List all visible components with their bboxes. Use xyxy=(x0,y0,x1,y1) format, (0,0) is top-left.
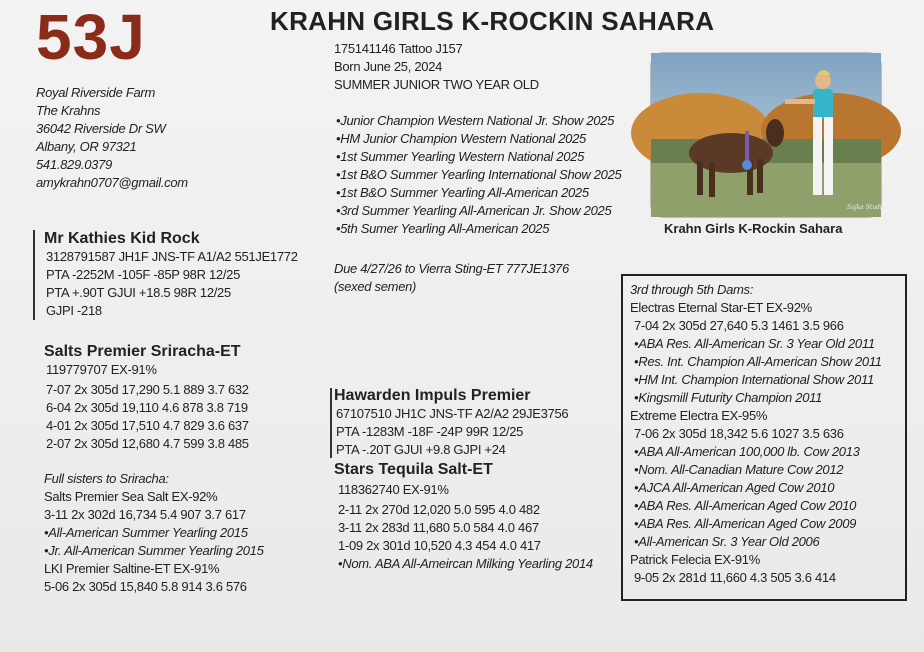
class-line: SUMMER JUNIOR TWO YEAR OLD xyxy=(334,77,539,92)
sister-record: 3-11 2x 302d 16,734 5.4 907 3.7 617 xyxy=(44,507,246,522)
sister-name: Salts Premier Sea Salt EX-92% xyxy=(44,489,218,504)
photo-watermark: Sajka Studios xyxy=(847,204,889,211)
mgs-bar xyxy=(330,388,332,458)
fourth-dam-note: •ABA Res. All-American Aged Cow 2009 xyxy=(634,516,857,531)
dams-heading: 3rd through 5th Dams: xyxy=(630,282,754,297)
sire-line: PTA -2252M -105F -85P 98R 12/25 xyxy=(46,267,241,282)
sire-name: Mr Kathies Kid Rock xyxy=(44,230,200,247)
fifth-dam-name: Patrick Felecia EX-91% xyxy=(630,552,760,567)
lot-number: 53J xyxy=(36,1,146,73)
mgs-line: PTA -1283M -18F -24P 99R 12/25 xyxy=(336,424,524,439)
fourth-dam-note: •ABA Res. All-American Aged Cow 2010 xyxy=(634,498,857,513)
photo-caption: Krahn Girls K-Rockin Sahara xyxy=(664,221,843,236)
fourth-dam-record: 7-06 2x 305d 18,342 5.6 1027 3.5 636 xyxy=(634,426,844,441)
owner-name: The Krahns xyxy=(36,103,101,118)
address-city: Albany, OR 97321 xyxy=(36,139,137,154)
due-line: Due 4/27/26 to Vierra Sting-ET 777JE1376 xyxy=(334,261,569,276)
granddam-name: Stars Tequila Salt-ET xyxy=(334,461,493,478)
dam-record: 6-04 2x 305d 19,110 4.6 878 3.8 719 xyxy=(46,400,248,415)
sister-name: LKI Premier Saltine-ET EX-91% xyxy=(44,561,220,576)
award-item: •1st B&O Summer Yearling All-American 2025 xyxy=(336,185,589,200)
sisters-heading: Full sisters to Sriracha: xyxy=(44,471,169,486)
granddam-note: •Nom. ABA All-Ameircan Milking Yearling 2014 xyxy=(338,556,593,571)
award-item: •3rd Summer Yearling All-American Jr. Show 2025 xyxy=(336,203,612,218)
sister-note: •All-American Summer Yearling 2015 xyxy=(44,525,248,540)
third-dam-note: •ABA Res. All-American Sr. 3 Year Old 2011 xyxy=(634,336,875,351)
granddam-record: 2-11 2x 270d 12,020 5.0 595 4.0 482 xyxy=(338,502,540,517)
fifth-dam-record: 9-05 2x 281d 11,660 4.3 505 3.6 414 xyxy=(634,570,836,585)
award-item: •1st Summer Yearling Western National 2025 xyxy=(336,149,584,164)
mgs-info xyxy=(336,405,568,459)
sire-line: GJPI -218 xyxy=(46,303,102,318)
granddam-info xyxy=(338,481,593,573)
registration-line: 175141146 Tattoo J157 xyxy=(334,41,463,56)
sire-info xyxy=(46,248,298,320)
sisters-block xyxy=(44,470,264,596)
granddam-record: 1-09 2x 301d 10,520 4.3 454 4.0 417 xyxy=(338,538,541,553)
award-item: •HM Junior Champion Western National 2025 xyxy=(336,131,586,146)
third-dam-record: 7-04 2x 305d 27,640 5.3 1461 3.5 966 xyxy=(634,318,844,333)
third-dam-note: •Res. Int. Champion All-American Show 2011 xyxy=(634,354,882,369)
third-dam-name: Electras Eternal Star-ET EX-92% xyxy=(630,300,812,315)
dam-line: 119779707 EX-91% xyxy=(46,362,157,377)
sexed-semen-note: (sexed semen) xyxy=(334,279,417,294)
show-photo-image xyxy=(651,53,889,217)
mgs-line: PTA -.20T GJUI +9.8 GJPI +24 xyxy=(336,442,506,457)
sister-record: 5-06 2x 305d 15,840 5.8 914 3.6 576 xyxy=(44,579,247,594)
dam-info xyxy=(46,361,249,453)
dam-record: 2-07 2x 305d 12,680 4.7 599 3.8 485 xyxy=(46,436,249,451)
dams-box-content xyxy=(630,281,882,587)
fourth-dam-note: •ABA All-American 100,000 lb. Cow 2013 xyxy=(634,444,860,459)
award-item: •5th Sumer Yearling All-American 2025 xyxy=(336,221,550,236)
email: amykrahn0707@gmail.com xyxy=(36,175,188,190)
phone: 541.829.0379 xyxy=(36,157,112,172)
mgs-line: 67107510 JH1C JNS-TF A2/A2 29JE3756 xyxy=(336,406,569,421)
sister-note: •Jr. All-American Summer Yearling 2015 xyxy=(44,543,264,558)
dam-name: Salts Premier Sriracha-ET xyxy=(44,343,241,360)
awards-list xyxy=(336,112,621,238)
farm-contact xyxy=(36,84,188,192)
award-item: •Junior Champion Western National Jr. Show 2025 xyxy=(336,113,615,128)
due-info xyxy=(334,260,569,296)
sire-bar xyxy=(33,230,35,320)
third-dam-note: •Kingsmill Futurity Champion 2011 xyxy=(634,390,823,405)
farm-name: Royal Riverside Farm xyxy=(36,85,155,100)
fourth-dam-name: Extreme Electra EX-95% xyxy=(630,408,768,423)
fourth-dam-note: •All-American Sr. 3 Year Old 2006 xyxy=(634,534,820,549)
sire-line: PTA +.90T GJUI +18.5 98R 12/25 xyxy=(46,285,231,300)
granddam-record: 3-11 2x 283d 11,680 5.0 584 4.0 467 xyxy=(338,520,539,535)
id-block xyxy=(334,40,539,94)
award-item: •1st B&O Summer Yearling International Show 2025 xyxy=(336,167,622,182)
fourth-dam-note: •Nom. All-Canadian Mature Cow 2012 xyxy=(634,462,844,477)
third-dam-note: •HM Int. Champion International Show 2011 xyxy=(634,372,874,387)
mgs-name: Hawarden Impuls Premier xyxy=(334,387,531,404)
address-street: 36042 Riverside Dr SW xyxy=(36,121,166,136)
dam-record: 7-07 2x 305d 17,290 5.1 889 3.7 632 xyxy=(46,382,249,397)
page-title: KRAHN GIRLS K-ROCKIN SAHARA xyxy=(270,6,715,36)
dam-record: 4-01 2x 305d 17,510 4.7 829 3.6 637 xyxy=(46,418,249,433)
granddam-line: 118362740 EX-91% xyxy=(338,482,449,497)
fourth-dam-note: •AJCA All-American Aged Cow 2010 xyxy=(634,480,835,495)
cow-photo xyxy=(650,52,889,218)
birth-date: Born June 25, 2024 xyxy=(334,59,443,74)
sire-line: 3128791587 JH1F JNS-TF A1/A2 551JE1772 xyxy=(46,249,298,264)
